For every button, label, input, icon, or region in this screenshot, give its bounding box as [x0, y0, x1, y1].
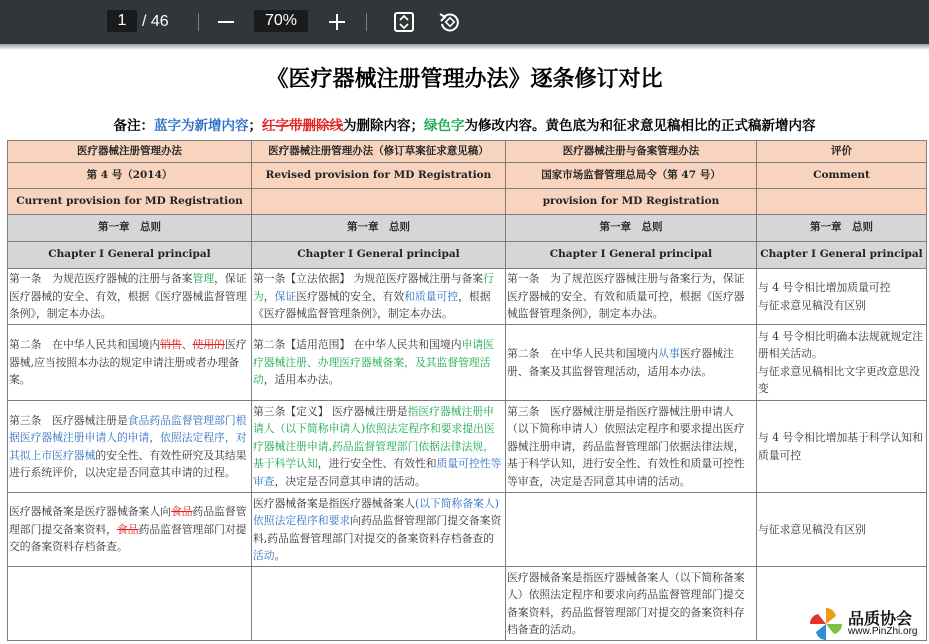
text-run: 的安全性、有效性研究及其结果进行系统评价，以决定是否同意其申请的过程。 [9, 448, 247, 479]
table-cell [757, 325, 927, 401]
toolbar-divider [366, 13, 367, 31]
text-run: 使用的 [192, 338, 225, 352]
text-run: ，进行安全性、有效性和 [317, 457, 437, 471]
table-cell [506, 493, 757, 567]
table-cell [8, 401, 252, 493]
chapter-title: 第一章 总则 [506, 215, 757, 242]
legend-red-tail: 为删除内容； [343, 118, 424, 134]
header-cell: 医疗器械注册与备案管理办法 [506, 141, 757, 163]
text-run: 和质量可控 [404, 289, 459, 303]
document-title: 《医疗器械注册管理办法》逐条修订对比 [266, 67, 663, 92]
chapter-row [8, 242, 927, 269]
text-run: 第一条 为规范医疗器械的注册与备案 [9, 272, 193, 286]
header-cell [252, 189, 506, 215]
text-run: ， [263, 289, 275, 303]
header-cell [757, 189, 927, 215]
header-cell: 第 4 号（2014） [8, 163, 252, 189]
table-cell [252, 325, 506, 401]
zoom-out-button[interactable] [212, 8, 240, 36]
legend-note [0, 114, 929, 134]
toolbar-divider [198, 13, 199, 31]
text-run: 药品监督管理部门提交备案资料， [9, 505, 247, 536]
table-row [8, 325, 927, 401]
legend-green: 绿色字 [424, 118, 465, 134]
rotate-button[interactable] [435, 8, 463, 36]
chapter-title-en: Chapter Ⅰ General principal [252, 242, 506, 269]
chapter-title: 第一章 总则 [8, 215, 252, 242]
text-run: 药品监督管理部门对提交的备案资料存档备查。 [9, 522, 247, 554]
legend-blue: 蓝字为新增内容 [154, 118, 249, 134]
zoom-level: 70% [264, 12, 298, 29]
text-run: ，保证医疗器械的安全、有效，根据《医疗器械监督管理条例》，制定本办法。 [9, 272, 247, 321]
comment-line: 与征求意见稿没有区别 [758, 298, 866, 312]
comment-line: 与 4 号令相比明确本法规就规定注册相关活动。 [758, 329, 923, 360]
text-run: 管理 [192, 272, 215, 286]
table-row [8, 269, 927, 325]
text-run: ，适用本办法。 [263, 373, 340, 387]
header-cell: 医疗器械注册管理办法 [8, 141, 252, 163]
minus-icon [217, 13, 235, 31]
page-current: 1 [117, 12, 127, 29]
header-row [8, 163, 927, 189]
table-row [8, 401, 927, 493]
comment-line: 与 4 号令相比增加质量可控 [758, 281, 891, 294]
legend-prefix: 备注： [113, 118, 154, 134]
table-cell [252, 567, 506, 641]
table-cell [252, 401, 506, 493]
table-cell: 第一条 为了规范医疗器械注册与备案行为，保证医疗器械的安全、有效和质量可控，根据《医疗器械监督管理条例》，制定本办法。 [506, 269, 757, 325]
text-run: 医疗器械备案是医疗器械备案人向 [9, 505, 171, 519]
fit-page-icon [393, 11, 415, 33]
text-run: 。 [274, 549, 286, 562]
pdf-toolbar [0, 0, 929, 44]
header-cell: 评价 [757, 141, 927, 163]
table-cell: 与 4 号令相比增加基于科学认知和质量可控 [757, 401, 927, 493]
chapter-title: 第一章 总则 [757, 215, 927, 242]
pinwheel-logo-icon [806, 604, 846, 644]
header-cell: Comment [757, 163, 927, 189]
page-number-input[interactable] [107, 10, 137, 32]
text-run: 第二条 在中华人民共和国境内 [507, 347, 659, 360]
text-run: 第三条【定义】 医疗器械注册是 [253, 404, 408, 418]
table-cell [8, 325, 252, 401]
text-run: 食品 [170, 505, 193, 519]
text-run: 第三条 医疗器械注册是 [9, 413, 128, 427]
text-run: 食品药品监督管理部门根据医疗器械注册申请人的申请，依照法定程序，对其拟上市医疗器械 [9, 413, 247, 462]
text-run: 从事 [658, 347, 680, 360]
table-cell [8, 269, 252, 325]
table-cell [757, 269, 927, 325]
header-cell: provision for MD Registration [506, 189, 757, 215]
chapter-title: 第一章 总则 [252, 215, 506, 242]
text-run: 指医疗器械注册申请人（以下简称申请人)依照法定程序和要求提出医疗器械注册申请,药品监督管理部门依据法律法规，基于科学认知 [253, 404, 495, 471]
text-run: 申请医疗器械注册、办理医疗器械备案，及其监督管理活动 [253, 338, 494, 387]
text-run: 第一条【立法依据】 为规范医疗器械注册与备案 [253, 272, 484, 286]
text-run: 质量可控性等审查 [253, 457, 502, 488]
chapter-title-en: Chapter Ⅰ General principal [506, 242, 757, 269]
legend-green-tail: 为修改内容。黄色底为和征求意见稿相比的正式稿新增内容 [464, 118, 816, 134]
watermark-name: 品质协会 [848, 609, 913, 628]
header-cell: Revised provision for MD Registration [252, 163, 506, 189]
text-run: 活动 [253, 549, 275, 562]
text-run: 保证 [274, 289, 297, 303]
watermark-url: www.PinZhi.org [848, 626, 918, 637]
header-row [8, 141, 927, 163]
table-cell [506, 325, 757, 401]
header-cell: 国家市场监督管理总局令（第 47 号） [506, 163, 757, 189]
table-cell [252, 269, 506, 325]
text-run: 医疗器械的安全、有效 [296, 289, 405, 303]
text-run: ，决定是否同意其申请的活动。 [274, 474, 426, 488]
rotate-icon [438, 11, 460, 33]
text-run: 销售 [160, 338, 182, 352]
zoom-level-input[interactable] [254, 10, 308, 32]
text-run: 医疗器械,应当按照本办法的规定申请注册或者办理备案。 [9, 338, 247, 387]
table-cell: 第三条 医疗器械注册是指医疗器械注册申请人（以下简称申请人）依照法定程序和要求提出医疗器械注册申请，药品监督管理部门依据法律法规，基于科学认知，进行安全性、有效性和质量可控性等审查，决定是否同意其申请的活动。 [506, 401, 757, 493]
text-run: ，根据《医疗器械监督管理条例》，制定本办法。 [253, 289, 491, 321]
text-run: 第二条【适用范围】 在中华人民共和国境内 [253, 338, 462, 352]
page-total: / 46 [142, 13, 169, 30]
chapter-title-en: Chapter Ⅰ General principal [757, 242, 927, 269]
table-cell [252, 493, 506, 567]
table-cell [8, 493, 252, 567]
text-run: 医疗器械备案是指医疗器械备案人 [253, 496, 415, 510]
text-run: 医疗器械注册、备案及其监督管理活动，适用本办法。 [507, 347, 734, 378]
fit-page-button[interactable] [390, 8, 418, 36]
legend-sep: ； [248, 118, 262, 134]
text-run: 第二条 在中华人民共和国境内 [9, 338, 161, 352]
table-row [8, 567, 927, 641]
text-run: 向药品监督管理部门提交备案资料,药品监督管理部门对提交的备案资料存档备查的 [253, 514, 502, 545]
comment-line: 与征求意见稿相比文字更改意思没变 [758, 364, 920, 395]
watermark-logo [806, 604, 929, 644]
chapter-title-en: Chapter Ⅰ General principal [8, 242, 252, 269]
header-cell: 医疗器械注册管理办法（修订草案征求意见稿） [252, 141, 506, 163]
table-row [8, 493, 927, 567]
text-run: 食品 [116, 522, 139, 536]
zoom-in-button[interactable] [323, 8, 351, 36]
table-cell: 与征求意见稿没有区别 [757, 493, 927, 567]
legend-red: 红字带删除线 [262, 118, 343, 134]
toolbar-shadow [0, 44, 929, 50]
table-cell: 医疗器械备案是指医疗器械备案人（以下简称备案人）依照法定程序和要求向药品监督管理部门提交备案资料，药品监督管理部门对提交的备案资料存档备查的活动。 [506, 567, 757, 641]
comparison-table [7, 140, 927, 641]
text-run: (以下简称备案人)依照法定程序和要求 [253, 496, 499, 527]
header-row [8, 189, 927, 215]
chapter-row [8, 215, 927, 242]
table-cell [8, 567, 252, 641]
header-cell: Current provision for MD Registration [8, 189, 252, 215]
text-run: 、 [181, 338, 193, 352]
plus-icon [328, 13, 346, 31]
text-run: 行为 [253, 272, 494, 303]
